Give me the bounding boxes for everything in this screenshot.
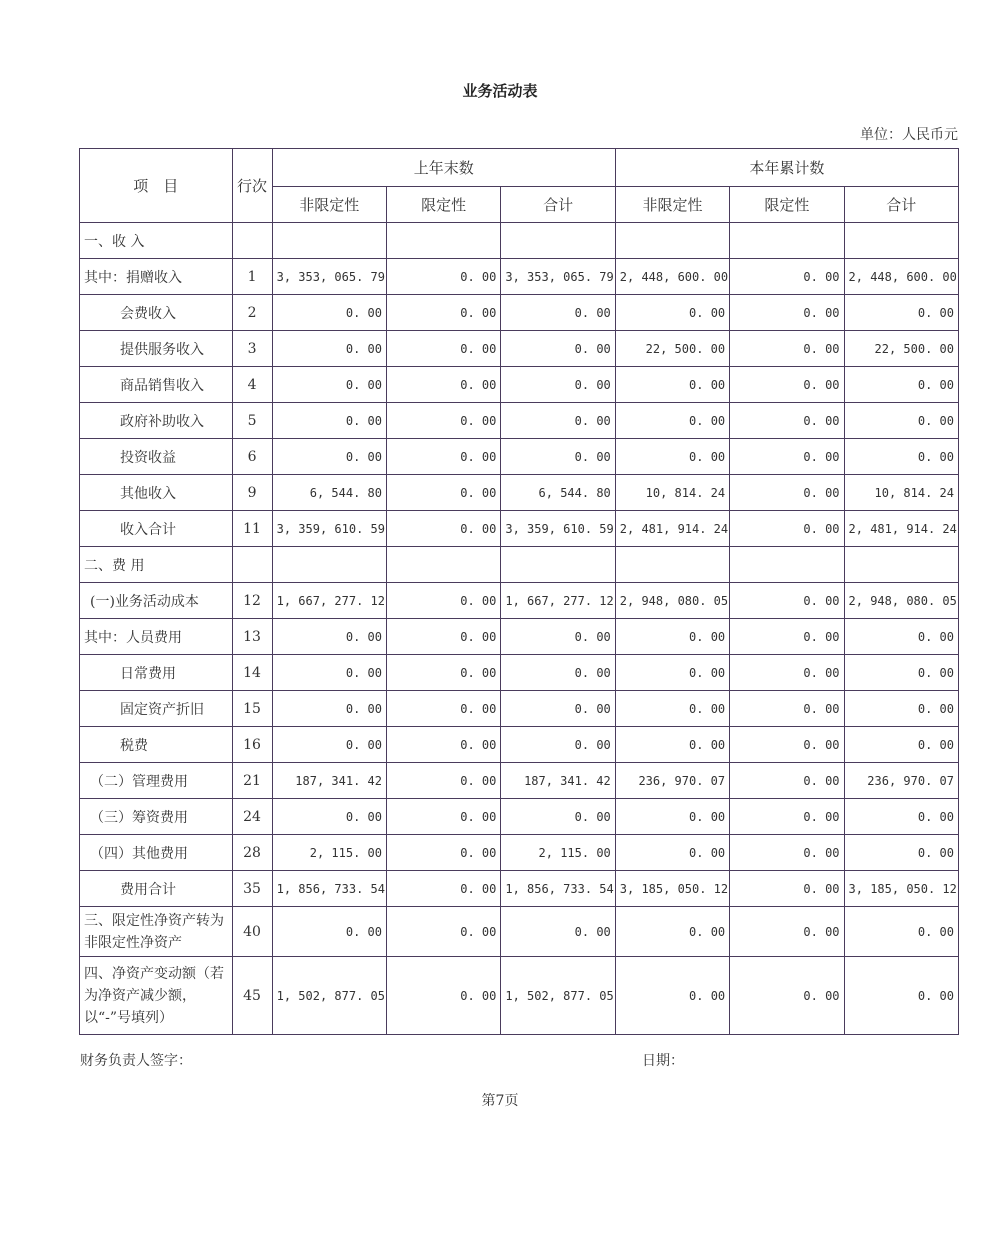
cell-cur-unrestricted: 10, 814. 24	[615, 475, 729, 511]
table-row	[80, 403, 959, 439]
cell-cur-total: 0. 00	[844, 727, 958, 763]
cell-cur-restricted: 0. 00	[730, 907, 844, 957]
cell-prev-total: 0. 00	[501, 907, 615, 957]
cell-prev-total: 1, 856, 733. 54	[501, 871, 615, 907]
cell-prev-total: 0. 00	[501, 295, 615, 331]
cell-cur-total: 0. 00	[844, 691, 958, 727]
cell-cur-total: 0. 00	[844, 403, 958, 439]
row-line: 35	[232, 871, 272, 907]
row-label: 费用合计	[80, 871, 233, 907]
cell-cur-total: 2, 948, 080. 05	[844, 583, 958, 619]
table-row	[80, 223, 959, 259]
cell-prev-unrestricted: 1, 856, 733. 54	[272, 871, 386, 907]
cell-cur-total: 2, 481, 914. 24	[844, 511, 958, 547]
cell-prev-total: 0. 00	[501, 727, 615, 763]
cell-prev-unrestricted: 187, 341. 42	[272, 763, 386, 799]
cell-prev-restricted: 0. 00	[387, 691, 501, 727]
cell-cur-total	[844, 547, 958, 583]
cell-prev-restricted: 0. 00	[387, 871, 501, 907]
cell-cur-total: 0. 00	[844, 835, 958, 871]
cell-cur-total: 0. 00	[844, 655, 958, 691]
cell-cur-total: 0. 00	[844, 957, 958, 1035]
row-label: 其他收入	[80, 475, 233, 511]
page-title: 业务活动表	[462, 82, 538, 100]
cell-cur-restricted: 0. 00	[730, 691, 844, 727]
cell-prev-total: 0. 00	[501, 799, 615, 835]
cell-prev-restricted: 0. 00	[387, 511, 501, 547]
cell-cur-restricted: 0. 00	[730, 439, 844, 475]
table-row	[80, 475, 959, 511]
header-prev-total: 合计	[501, 187, 615, 223]
cell-prev-unrestricted: 0. 00	[272, 691, 386, 727]
cell-prev-unrestricted	[272, 223, 386, 259]
table-row	[80, 295, 959, 331]
row-line: 4	[232, 367, 272, 403]
row-label: 一、收 入	[80, 223, 233, 259]
row-label: （二）管理费用	[80, 763, 233, 799]
cell-cur-restricted: 0. 00	[730, 727, 844, 763]
cell-cur-total: 0. 00	[844, 619, 958, 655]
cell-prev-restricted: 0. 00	[387, 331, 501, 367]
cell-prev-unrestricted: 0. 00	[272, 295, 386, 331]
table-row	[80, 619, 959, 655]
cell-cur-unrestricted: 0. 00	[615, 691, 729, 727]
table-row	[80, 583, 959, 619]
cell-prev-restricted	[387, 547, 501, 583]
cell-prev-unrestricted: 3, 353, 065. 79	[272, 259, 386, 295]
cell-cur-unrestricted: 0. 00	[615, 439, 729, 475]
cell-cur-restricted: 0. 00	[730, 259, 844, 295]
cell-prev-total: 3, 353, 065. 79	[501, 259, 615, 295]
header-current-year: 本年累计数	[615, 149, 958, 187]
cell-prev-unrestricted: 6, 544. 80	[272, 475, 386, 511]
row-label: 税费	[80, 727, 233, 763]
cell-cur-total: 22, 500. 00	[844, 331, 958, 367]
header-cur-restricted: 限定性	[730, 187, 844, 223]
cell-cur-restricted: 0. 00	[730, 295, 844, 331]
row-line	[232, 223, 272, 259]
cell-cur-unrestricted: 0. 00	[615, 799, 729, 835]
date-label: 日期：	[642, 1053, 684, 1069]
row-line: 13	[232, 619, 272, 655]
row-line: 24	[232, 799, 272, 835]
row-label: （三）筹资费用	[80, 799, 233, 835]
row-line: 6	[232, 439, 272, 475]
cell-prev-restricted: 0. 00	[387, 655, 501, 691]
table-row	[80, 259, 959, 295]
cell-cur-restricted: 0. 00	[730, 619, 844, 655]
row-label: 商品销售收入	[80, 367, 233, 403]
cell-cur-restricted: 0. 00	[730, 475, 844, 511]
currency-unit: 单位：人民币元	[860, 127, 958, 143]
row-label: 四、净资产变动额（若为净资产减少额，以“-”号填列）	[80, 957, 233, 1035]
cell-prev-restricted: 0. 00	[387, 367, 501, 403]
cell-cur-unrestricted: 0. 00	[615, 655, 729, 691]
cell-prev-restricted: 0. 00	[387, 259, 501, 295]
row-line: 9	[232, 475, 272, 511]
header-item: 项 目	[80, 149, 233, 223]
cell-prev-unrestricted: 3, 359, 610. 59	[272, 511, 386, 547]
cell-prev-restricted: 0. 00	[387, 475, 501, 511]
cell-cur-unrestricted: 2, 481, 914. 24	[615, 511, 729, 547]
cell-prev-total: 0. 00	[501, 403, 615, 439]
cell-prev-unrestricted: 0. 00	[272, 619, 386, 655]
row-line	[232, 547, 272, 583]
cell-prev-total: 0. 00	[501, 439, 615, 475]
cell-cur-restricted: 0. 00	[730, 511, 844, 547]
table-row	[80, 547, 959, 583]
cell-prev-total: 0. 00	[501, 655, 615, 691]
row-label: 其中：人员费用	[80, 619, 233, 655]
table-row	[80, 799, 959, 835]
table-row	[80, 727, 959, 763]
cell-cur-total: 0. 00	[844, 367, 958, 403]
cell-cur-unrestricted: 0. 00	[615, 367, 729, 403]
cell-prev-unrestricted: 0. 00	[272, 403, 386, 439]
cell-cur-total: 10, 814. 24	[844, 475, 958, 511]
cell-prev-restricted: 0. 00	[387, 439, 501, 475]
cell-cur-unrestricted: 2, 948, 080. 05	[615, 583, 729, 619]
table-row	[80, 763, 959, 799]
row-line: 16	[232, 727, 272, 763]
cell-cur-restricted	[730, 547, 844, 583]
cell-prev-restricted: 0. 00	[387, 957, 501, 1035]
cell-prev-restricted: 0. 00	[387, 403, 501, 439]
signature-label: 财务负责人签字：	[80, 1053, 192, 1069]
cell-cur-unrestricted	[615, 547, 729, 583]
cell-cur-unrestricted: 0. 00	[615, 727, 729, 763]
row-line: 21	[232, 763, 272, 799]
cell-cur-unrestricted: 0. 00	[615, 907, 729, 957]
cell-cur-restricted: 0. 00	[730, 367, 844, 403]
cell-cur-unrestricted: 2, 448, 600. 00	[615, 259, 729, 295]
cell-cur-restricted: 0. 00	[730, 655, 844, 691]
cell-cur-total: 0. 00	[844, 439, 958, 475]
cell-cur-restricted: 0. 00	[730, 763, 844, 799]
cell-cur-restricted: 0. 00	[730, 799, 844, 835]
header-cur-total: 合计	[844, 187, 958, 223]
cell-cur-unrestricted	[615, 223, 729, 259]
cell-prev-unrestricted: 1, 502, 877. 05	[272, 957, 386, 1035]
cell-cur-unrestricted: 236, 970. 07	[615, 763, 729, 799]
cell-cur-unrestricted: 22, 500. 00	[615, 331, 729, 367]
cell-prev-total	[501, 547, 615, 583]
table-row	[80, 367, 959, 403]
row-label: 收入合计	[80, 511, 233, 547]
row-label: 提供服务收入	[80, 331, 233, 367]
cell-prev-unrestricted	[272, 547, 386, 583]
row-label: 二、费 用	[80, 547, 233, 583]
cell-prev-total: 0. 00	[501, 367, 615, 403]
cell-prev-unrestricted: 2, 115. 00	[272, 835, 386, 871]
cell-prev-restricted: 0. 00	[387, 583, 501, 619]
table-row	[80, 957, 959, 1035]
cell-cur-unrestricted: 3, 185, 050. 12	[615, 871, 729, 907]
row-line: 45	[232, 957, 272, 1035]
table-row	[80, 691, 959, 727]
row-line: 2	[232, 295, 272, 331]
cell-prev-restricted: 0. 00	[387, 295, 501, 331]
cell-prev-unrestricted: 0. 00	[272, 439, 386, 475]
header-prev-year: 上年末数	[272, 149, 615, 187]
table-row	[80, 439, 959, 475]
cell-cur-total	[844, 223, 958, 259]
cell-prev-restricted: 0. 00	[387, 799, 501, 835]
business-activity-table	[79, 148, 959, 1035]
cell-prev-unrestricted: 0. 00	[272, 331, 386, 367]
table-row	[80, 655, 959, 691]
cell-cur-restricted: 0. 00	[730, 871, 844, 907]
cell-prev-unrestricted: 1, 667, 277. 12	[272, 583, 386, 619]
cell-prev-restricted: 0. 00	[387, 619, 501, 655]
header-line: 行次	[232, 149, 272, 223]
cell-prev-unrestricted: 0. 00	[272, 655, 386, 691]
cell-cur-restricted: 0. 00	[730, 957, 844, 1035]
row-label: 会费收入	[80, 295, 233, 331]
cell-prev-total: 3, 359, 610. 59	[501, 511, 615, 547]
cell-cur-total: 0. 00	[844, 907, 958, 957]
cell-cur-total: 0. 00	[844, 799, 958, 835]
cell-cur-restricted: 0. 00	[730, 835, 844, 871]
table-row	[80, 907, 959, 957]
cell-cur-restricted	[730, 223, 844, 259]
row-label: 其中：捐赠收入	[80, 259, 233, 295]
cell-prev-unrestricted: 0. 00	[272, 799, 386, 835]
cell-prev-total: 0. 00	[501, 691, 615, 727]
cell-cur-unrestricted: 0. 00	[615, 957, 729, 1035]
cell-cur-total: 0. 00	[844, 295, 958, 331]
table-row	[80, 871, 959, 907]
cell-prev-unrestricted: 0. 00	[272, 727, 386, 763]
row-line: 3	[232, 331, 272, 367]
header-prev-unrestricted: 非限定性	[272, 187, 386, 223]
cell-cur-unrestricted: 0. 00	[615, 835, 729, 871]
row-line: 40	[232, 907, 272, 957]
row-label: 投资收益	[80, 439, 233, 475]
cell-prev-total: 1, 667, 277. 12	[501, 583, 615, 619]
cell-prev-total: 2, 115. 00	[501, 835, 615, 871]
cell-prev-total: 187, 341. 42	[501, 763, 615, 799]
cell-prev-total: 0. 00	[501, 331, 615, 367]
row-line: 1	[232, 259, 272, 295]
row-line: 12	[232, 583, 272, 619]
cell-prev-unrestricted: 0. 00	[272, 367, 386, 403]
cell-prev-restricted: 0. 00	[387, 835, 501, 871]
row-label: (一)业务活动成本	[80, 583, 233, 619]
row-line: 15	[232, 691, 272, 727]
cell-cur-unrestricted: 0. 00	[615, 619, 729, 655]
table-row	[80, 331, 959, 367]
row-label: 政府补助收入	[80, 403, 233, 439]
cell-prev-restricted: 0. 00	[387, 727, 501, 763]
cell-cur-total: 3, 185, 050. 12	[844, 871, 958, 907]
cell-prev-total: 1, 502, 877. 05	[501, 957, 615, 1035]
cell-cur-restricted: 0. 00	[730, 331, 844, 367]
cell-prev-total: 0. 00	[501, 619, 615, 655]
table-row	[80, 835, 959, 871]
page-number: 第7页	[481, 1093, 519, 1109]
cell-prev-unrestricted: 0. 00	[272, 907, 386, 957]
cell-prev-total	[501, 223, 615, 259]
cell-cur-unrestricted: 0. 00	[615, 403, 729, 439]
cell-cur-restricted: 0. 00	[730, 583, 844, 619]
header-prev-restricted: 限定性	[387, 187, 501, 223]
header-cur-unrestricted: 非限定性	[615, 187, 729, 223]
row-label: 日常费用	[80, 655, 233, 691]
cell-cur-total: 236, 970. 07	[844, 763, 958, 799]
row-line: 28	[232, 835, 272, 871]
cell-cur-restricted: 0. 00	[730, 403, 844, 439]
table-row	[80, 511, 959, 547]
cell-prev-restricted	[387, 223, 501, 259]
cell-prev-restricted: 0. 00	[387, 763, 501, 799]
row-label: 固定资产折旧	[80, 691, 233, 727]
cell-prev-restricted: 0. 00	[387, 907, 501, 957]
row-label: （四）其他费用	[80, 835, 233, 871]
cell-cur-unrestricted: 0. 00	[615, 295, 729, 331]
row-line: 5	[232, 403, 272, 439]
cell-prev-total: 6, 544. 80	[501, 475, 615, 511]
row-line: 11	[232, 511, 272, 547]
cell-cur-total: 2, 448, 600. 00	[844, 259, 958, 295]
row-line: 14	[232, 655, 272, 691]
row-label: 三、限定性净资产转为非限定性净资产	[80, 907, 233, 957]
